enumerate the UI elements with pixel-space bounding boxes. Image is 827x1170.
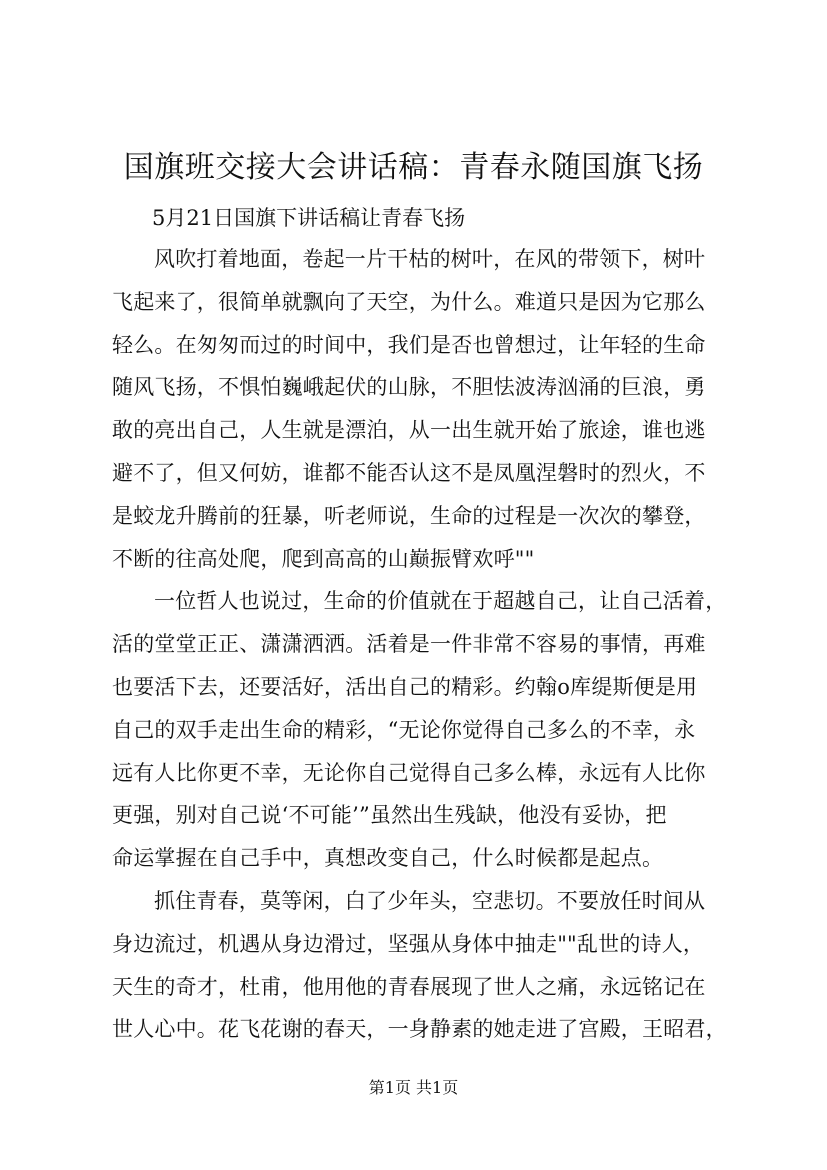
text-line: 自己的双手走出生命的精彩，“无论你觉得自己多么的不幸，永 [112, 717, 696, 742]
text-line: 也要活下去，还要活好，活出自己的精彩。约翰o库缇斯便是用 [112, 674, 698, 699]
text-line: 飞起来了，很简单就飘向了天空，为什么。难道只是因为它那么 [112, 289, 706, 314]
text-line: 远有人比你更不幸，无论你自己觉得自己多么棒，永远有人比你 [112, 760, 706, 785]
text-line: 随风飞扬，不惧怕巍峨起伏的山脉，不胆怯波涛汹涌的巨浪，勇 [112, 375, 706, 400]
text-line: 身边流过，机遇从身边滑过，坚强从身体中抽走""乱世的诗人， [112, 931, 705, 956]
text-line: 避不了，但又何妨，谁都不能否认这不是凤凰涅磐时的烈火，不 [112, 460, 706, 485]
document-title: 国旗班交接大会讲话稿：青春永随国旗飞扬 [123, 150, 704, 185]
text-line: 抓住青春，莫等闲，白了少年头，空悲切。不要放任时间从 [154, 888, 706, 913]
paragraph-2 [112, 580, 736, 880]
text-line: 命运掌握在自己手中，真想改变自己，什么时候都是起点。 [112, 846, 664, 871]
text-line: 不断的往高处爬，爬到高高的山巅振臂欢呼"" [112, 546, 535, 571]
text-line: 风吹打着地面，卷起一片干枯的树叶，在风的带领下，树叶 [154, 247, 706, 271]
paragraph-3 [112, 880, 736, 1051]
document-subtitle: 5月21日国旗下讲话稿让青春飞扬 [152, 206, 466, 230]
paragraph-1 [112, 238, 736, 580]
text-line: 更强，别对自己说‘不可能’”虽然出生残缺，他没有妥协，把 [112, 803, 667, 828]
text-line: 轻么。在匆匆而过的时间中，我们是否也曾想过，让年轻的生命 [112, 332, 706, 357]
document-body [112, 238, 736, 1051]
text-line: 活的堂堂正正、潇潇洒洒。活着是一件非常不容易的事情，再难 [112, 632, 706, 657]
text-line: 是蛟龙升腾前的狂暴，听老师说，生命的过程是一次次的攀登， [112, 503, 706, 528]
text-line: 一位哲人也说过，生命的价值就在于超越自己，让自己活着， [154, 589, 727, 614]
text-line: 敢的亮出自己，人生就是漂泊，从一出生就开始了旅途，谁也逃 [112, 418, 706, 443]
text-line: 世人心中。花飞花谢的春天，一身静素的她走进了宫殿，王昭君， [112, 1017, 727, 1042]
page-footer: 第1页 共1页 [368, 1078, 459, 1097]
text-line: 天生的奇才，杜甫，他用他的青春展现了世人之痛，永远铭记在 [112, 974, 706, 999]
